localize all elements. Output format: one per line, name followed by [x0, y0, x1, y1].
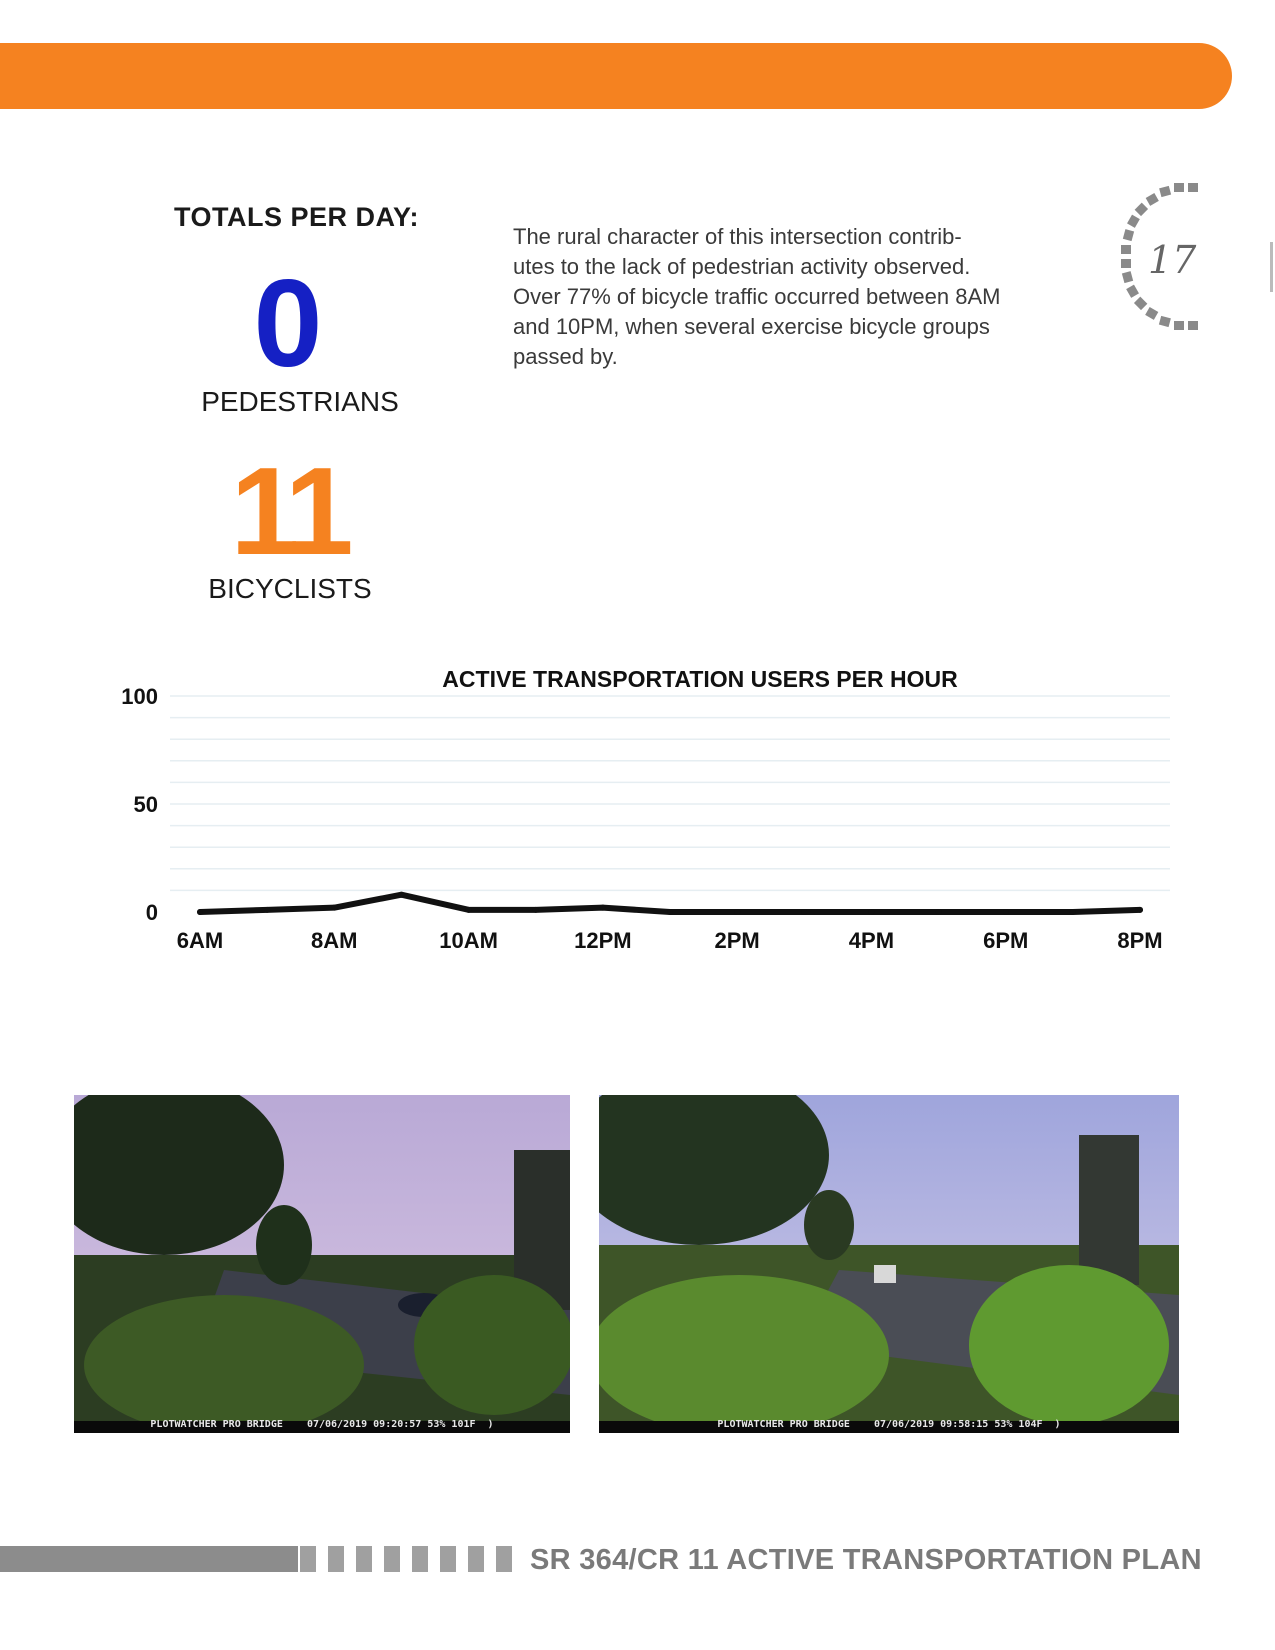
y-tick-label: 50 [133, 792, 158, 817]
site-photo-2 [599, 1095, 1179, 1433]
data-point [868, 909, 874, 915]
x-tick-label: 10AM [439, 928, 498, 953]
pedestrian-label: PEDESTRIANS [201, 386, 399, 417]
site-photo-1-image [74, 1095, 570, 1433]
photo-1-caption: PLOTWATCHER PRO BRIDGE 07/06/2019 09:20:57 53% 101F ) [150, 1419, 494, 1430]
data-point [734, 909, 740, 915]
data-point [1137, 907, 1143, 913]
footer-bar [0, 1546, 298, 1572]
y-tick-label: 100 [121, 684, 158, 709]
bicyclist-label: BICYCLISTS [208, 573, 372, 604]
data-point [936, 909, 942, 915]
site-photo-1 [74, 1095, 570, 1433]
data-point [533, 907, 539, 913]
data-point [331, 905, 337, 911]
site-photo-2-image [599, 1095, 1179, 1433]
data-point [264, 907, 270, 913]
description-paragraph: The rural character of this intersection contrib-utes to the lack of pedestrian activity observed. Over 77% of bicycle traffic occurred between 8AM and 10PM, when several exercise bicycle groups passed by. [513, 224, 1001, 369]
x-tick-label: 12PM [574, 928, 632, 953]
photo-2-caption: PLOTWATCHER PRO BRIDGE 07/06/2019 09:58:15 53% 104F ) [717, 1419, 1061, 1430]
x-tick-label: 6AM [176, 928, 224, 953]
footer-squares [300, 1546, 524, 1572]
page-number: 17 [1148, 238, 1197, 282]
data-point [466, 907, 472, 913]
chart-title: ACTIVE TRANSPORTATION USERS PER HOUR [442, 666, 958, 692]
x-tick-label: 8PM [1117, 928, 1163, 953]
data-point [667, 909, 673, 915]
data-point [197, 909, 203, 915]
x-tick-label: 6PM [983, 928, 1029, 953]
data-point [1070, 909, 1076, 915]
data-point [801, 909, 807, 915]
data-point [398, 892, 404, 898]
data-point [600, 905, 606, 911]
data-point [1003, 909, 1009, 915]
totals-title: TOTALS PER DAY: [174, 202, 420, 232]
pedestrian-count: 0 [253, 255, 323, 393]
footer-title: SR 364/CR 11 ACTIVE TRANSPORTATION PLAN [530, 1544, 1202, 1576]
x-tick-label: 8AM [311, 928, 358, 953]
bicyclist-count: 11 [230, 443, 346, 581]
y-tick-label: 0 [145, 900, 158, 925]
x-tick-label: 4PM [848, 928, 895, 953]
x-tick-label: 2PM [714, 928, 760, 953]
